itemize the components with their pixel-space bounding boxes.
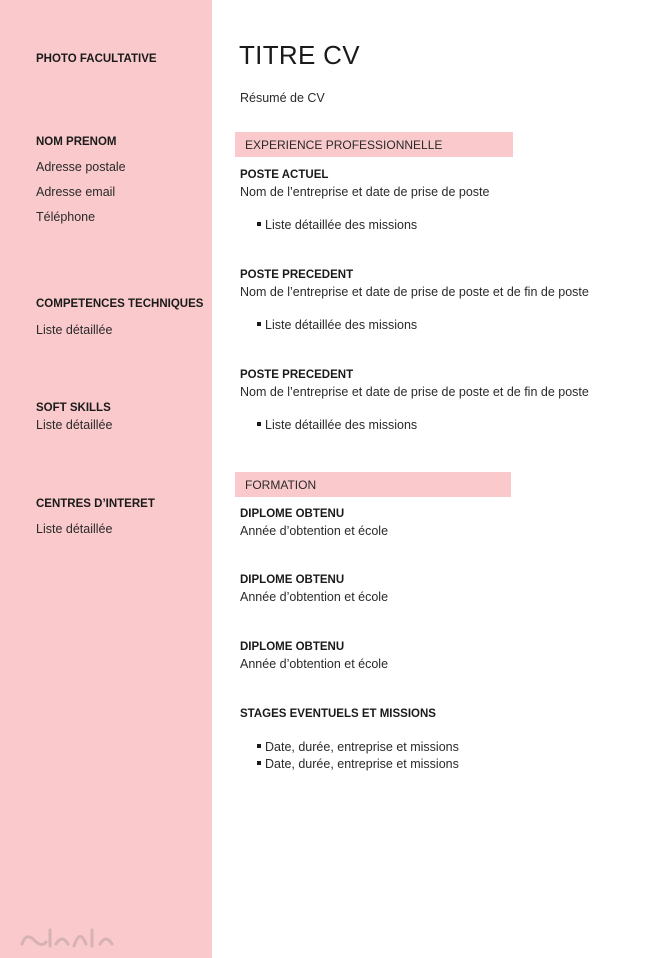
diploma-title: DIPLOME OBTENU [240, 574, 345, 586]
job-title: POSTE PRECEDENT [240, 369, 354, 381]
bullet-icon [257, 222, 261, 226]
name-heading: NOM PRENOM [36, 136, 117, 148]
cv-title: TITRE CV [239, 40, 360, 70]
email-address: Adresse email [36, 185, 116, 199]
interests-heading: CENTRES D’INTERET [36, 498, 155, 510]
formation-section-band [235, 472, 511, 497]
diploma-detail: Année d’obtention et école [240, 657, 389, 671]
job-bullet-text: Liste détaillée des missions [265, 418, 418, 432]
bullet-icon [257, 761, 261, 765]
job-company: Nom de l’entreprise et date de prise de poste et de fin de poste [240, 385, 589, 399]
experience-section-band [235, 132, 513, 157]
job-bullet [257, 218, 417, 232]
internship-bullet-text: Date, durée, entreprise et missions [265, 757, 459, 771]
job-company: Nom de l’entreprise et date de prise de poste et de fin de poste [240, 285, 589, 299]
job-bullet [257, 318, 417, 332]
tech-skills-heading: COMPETENCES TECHNIQUES [36, 298, 204, 310]
job-title: POSTE ACTUEL [240, 169, 329, 181]
diploma-title: DIPLOME OBTENU [240, 508, 345, 520]
bullet-icon [257, 744, 261, 748]
job-bullet [257, 418, 417, 432]
phone-number: Téléphone [36, 210, 96, 224]
internship-bullet [257, 740, 459, 754]
internship-bullet-text: Date, durée, entreprise et missions [265, 740, 459, 754]
bullet-icon [257, 422, 261, 426]
postal-address: Adresse postale [36, 160, 126, 174]
bullet-icon [257, 322, 261, 326]
diploma-detail: Année d’obtention et école [240, 590, 389, 604]
interests-text: Liste détaillée [36, 522, 113, 536]
formation-section-title: FORMATION [245, 478, 317, 492]
cv-summary: Résumé de CV [240, 91, 325, 105]
tech-skills-text: Liste détaillée [36, 323, 113, 337]
watermark-logo-icon [16, 918, 116, 954]
internships-heading: STAGES EVENTUELS ET MISSIONS [240, 708, 436, 720]
job-bullet-text: Liste détaillée des missions [265, 318, 418, 332]
job-company: Nom de l’entreprise et date de prise de poste [240, 185, 490, 199]
soft-skills-text: Liste détaillée [36, 418, 113, 432]
experience-section-title: EXPERIENCE PROFESSIONNELLE [245, 138, 443, 152]
internship-bullet [257, 757, 459, 771]
job-title: POSTE PRECEDENT [240, 269, 354, 281]
diploma-title: DIPLOME OBTENU [240, 641, 345, 653]
diploma-detail: Année d’obtention et école [240, 524, 389, 538]
soft-skills-heading: SOFT SKILLS [36, 402, 111, 414]
job-bullet-text: Liste détaillée des missions [265, 218, 418, 232]
photo-placeholder-label: PHOTO FACULTATIVE [36, 53, 157, 65]
